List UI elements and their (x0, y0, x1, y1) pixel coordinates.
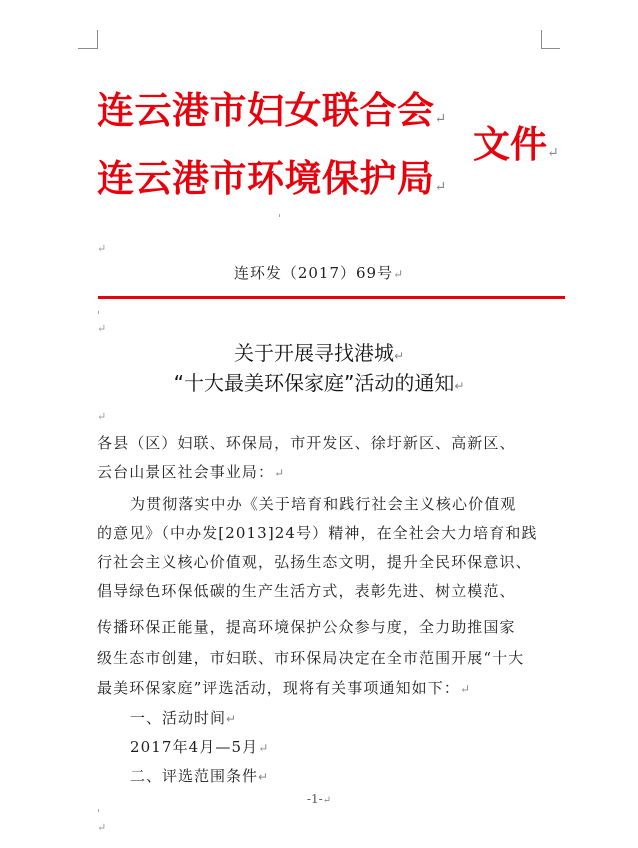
document-word: 文件↵ (473, 122, 559, 166)
section-1-heading: 一、活动时间↵ (130, 709, 238, 727)
org-name-text: 连云港市妇女联合会 (97, 88, 435, 132)
notice-title-line-2: “十大最美环保家庭”活动的通知↵ (173, 371, 465, 395)
paragraph-line: 为贯彻落实中办《关于培育和践行社会主义核心价值观 (130, 495, 517, 513)
crop-mark-top-left-v (97, 30, 98, 49)
paragraph-line: 行社会主义核心价值观，弘扬生态文明，提升全民环保意识、 (97, 553, 532, 571)
paragraph-mark: ' (97, 309, 101, 322)
crop-mark-top-right-h (541, 48, 560, 49)
paragraph-mark: ↵ (97, 410, 107, 423)
paragraph-mark: ↵ (97, 821, 107, 834)
section-2-heading: 二、评选范围条件↵ (130, 767, 270, 785)
paragraph-mark: ↵ (97, 322, 107, 335)
red-separator-line (98, 296, 565, 299)
paragraph-mark: ' (97, 807, 101, 820)
org-name-text: 连云港市环境保护局 (97, 156, 435, 200)
paragraph-line: 传播环保正能量，提高环境保护公众参与度，全力助推国家 (97, 618, 516, 636)
page-number: -1-↵ (306, 792, 332, 806)
crop-mark-top-left-h (78, 48, 97, 49)
addressee-line-2: 云台山景区社会事业局：↵ (97, 463, 286, 481)
paragraph-line: 的意见》（中办发[2013]24号）精神，在全社会大力培育和践 (97, 524, 538, 542)
addressee-line-1: 各县（区）妇联、环保局，市开发区、徐圩新区、高新区、 (97, 434, 516, 452)
org-name-environmental-bureau: 连云港市环境保护局↵ (97, 156, 447, 200)
document-number: 连环发（2017）69号↵ (233, 264, 405, 282)
paragraph-line: 倡导绿色环保低碳的生产生活方式，表彰先进、树立模范、 (97, 582, 516, 600)
paragraph-mark: ' (278, 212, 282, 225)
paragraph-mark: ↵ (97, 242, 107, 255)
section-1-text: 2017年4月—5月↵ (130, 738, 270, 756)
crop-mark-top-right-v (541, 30, 542, 49)
paragraph-line: 级生态市创建，市妇联、市环保局决定在全市范围开展“十大 (97, 649, 525, 667)
org-name-womens-federation: 连云港市妇女联合会↵ (97, 88, 447, 132)
paragraph-line: 最美环保家庭”评选活动，现将有关事项通知如下：↵ (97, 679, 472, 697)
notice-title-line-1: 关于开展寻找港城↵ (233, 341, 405, 365)
